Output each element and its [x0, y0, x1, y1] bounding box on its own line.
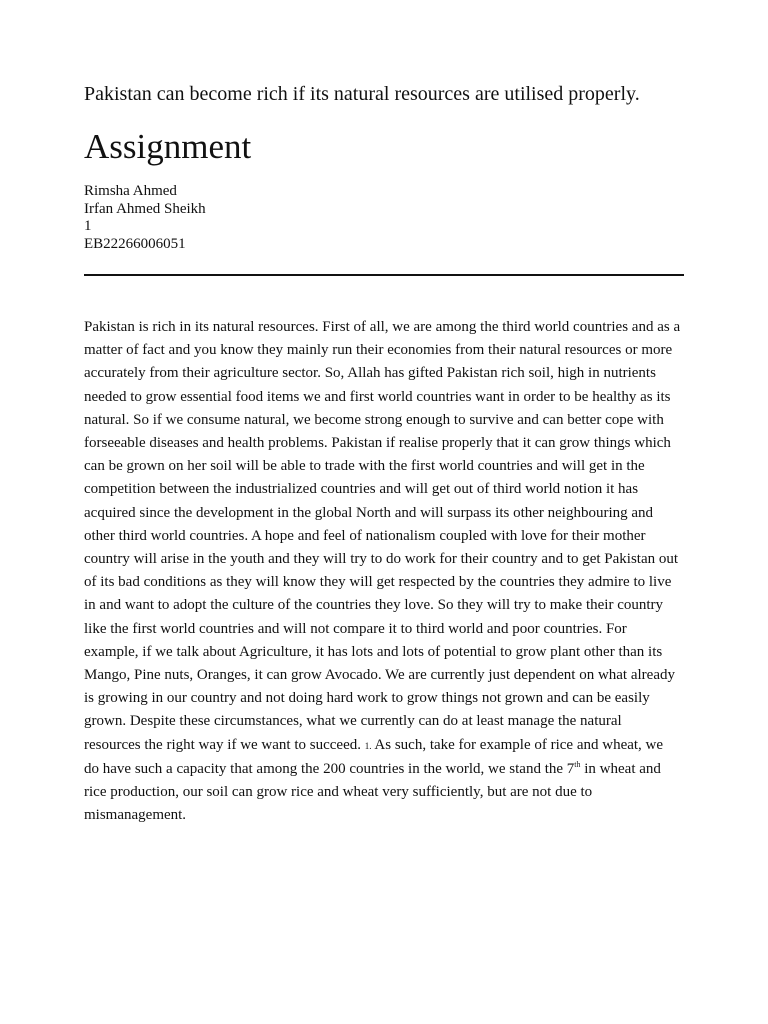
body-line: mismanagement.: [84, 807, 187, 824]
body-line: forseeable diseases and health problems. Pakistan if realise properly that it can grow things which: [84, 435, 671, 452]
body-line: grown. Despite these circumstances, what we currently can do at least manage the natural: [84, 713, 622, 730]
body-line: can be grown on her soil will be able to trade with the first world countries and will get in the: [84, 458, 645, 475]
body-text: As such, take for example of rice and wheat, we: [371, 736, 664, 753]
body-line: matter of fact and you know they mainly run their economies from their natural resources or more: [84, 342, 673, 359]
document-subtitle: Pakistan can become rich if its natural resources are utilised properly.: [84, 83, 640, 105]
body-line: accurately from their agriculture sector. So, Allah has gifted Pakistan rich soil, high in nutrients: [84, 365, 656, 382]
body-text: do have such a capacity that among the 200 countries in the world, we stand the 7: [84, 760, 575, 777]
body-text: in wheat and: [580, 760, 661, 777]
body-line: [84, 758, 684, 781]
body-line: Mango, Pine nuts, Oranges, it can grow Avocado. We are currently just dependent on what already: [84, 667, 675, 684]
body-line: is growing in our country and not doing hard work to grow things not grown and can be easily: [84, 690, 650, 707]
document-body: [84, 316, 684, 827]
author-name: Rimsha Ahmed: [84, 183, 177, 199]
body-line: in and want to adopt the culture of the countries they love. So they will try to make their country: [84, 597, 664, 614]
header-divider: [84, 274, 684, 276]
body-line: needed to grow essential food items we and first world countries want in order to be healthy as its: [84, 388, 671, 405]
ordinal-superscript: th: [574, 759, 581, 769]
body-line: like the first world countries and will not compare it to third world and poor countries. For: [84, 620, 627, 637]
body-text: resources the right way if we want to succeed.: [84, 736, 365, 753]
student-id: EB22266006051: [84, 235, 186, 252]
body-line: Pakistan is rich in its natural resources. First of all, we are among the third world countries and as a: [84, 319, 681, 335]
body-line: of its bad conditions as they will know they will get respected by the countries they admire to live: [84, 574, 672, 591]
body-line: [84, 734, 684, 758]
document-title: Assignment: [84, 127, 252, 166]
body-line: example, if we talk about Agriculture, it has lots and lots of potential to grow plant other than its: [84, 643, 663, 660]
assignment-number: 1: [84, 218, 92, 234]
body-line: acquired since the development in the global North and will surpass its other neighbouring and: [84, 504, 654, 521]
document-meta: [84, 183, 206, 253]
body-line: other third world countries. A hope and feel of nationalism coupled with love for their mother: [84, 527, 646, 544]
body-line: rice production, our soil can grow rice and wheat very sufficiently, but are not due to: [84, 784, 593, 801]
body-line: natural. So if we consume natural, we become strong enough to survive and can better cope with: [84, 411, 664, 428]
instructor-name: Irfan Ahmed Sheikh: [84, 200, 206, 217]
body-line: competition between the industrialized countries and will get out of third world notion it has: [84, 481, 639, 498]
body-line: country will arise in the youth and they will try to do work for their country and to get Pakistan out: [84, 551, 679, 568]
footnote-marker[interactable]: 1.: [364, 740, 372, 751]
